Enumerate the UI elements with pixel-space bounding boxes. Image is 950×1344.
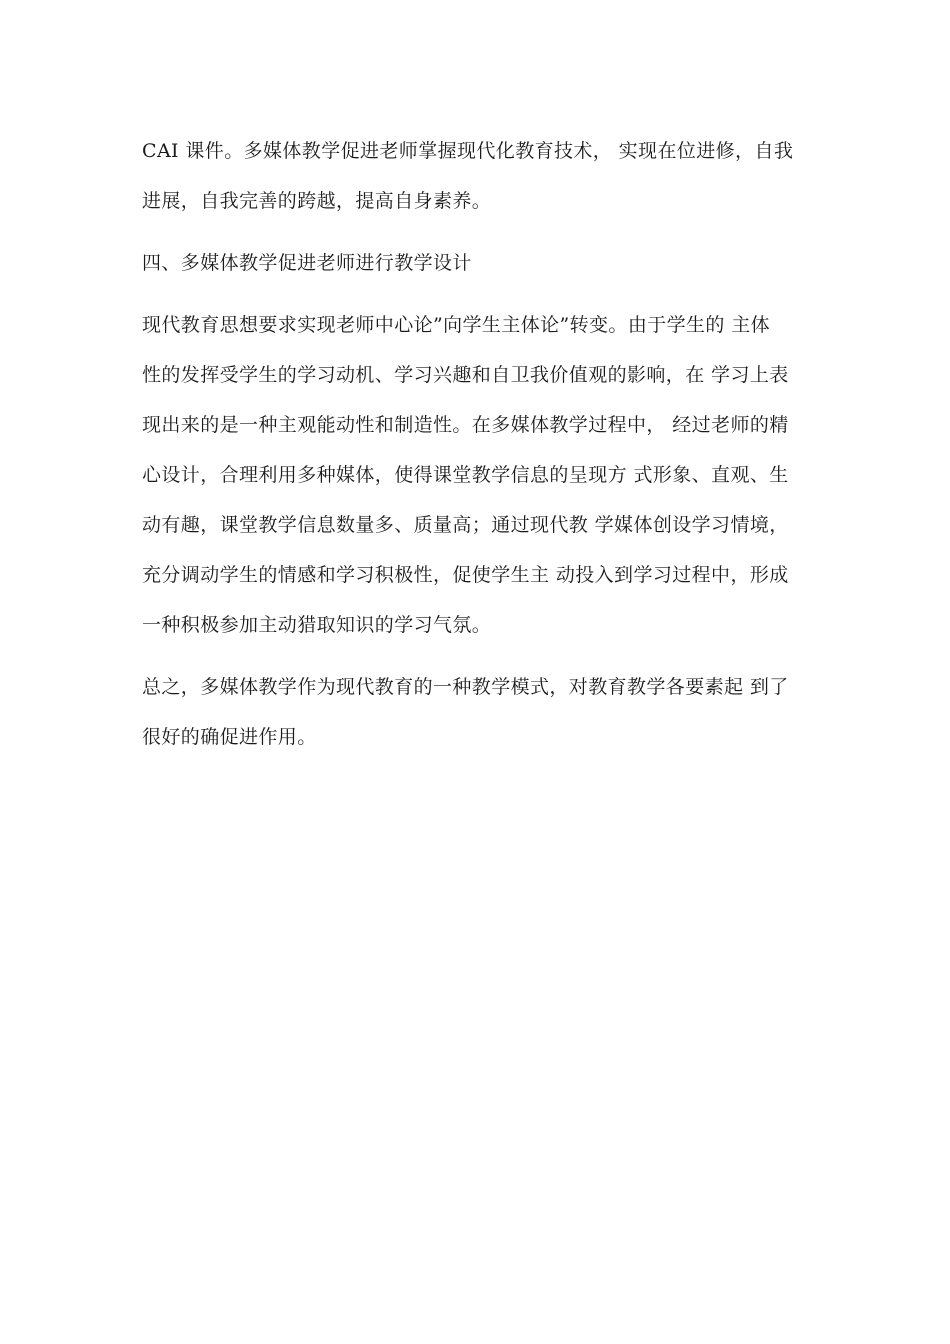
document-body xyxy=(142,126,832,762)
text-line: 现代教育思想要求实现老师中心论”向学生主体论”转变。由于学生的 主体 xyxy=(142,314,771,336)
paragraph-teaching-design xyxy=(142,300,832,650)
paragraph-conclusion xyxy=(142,662,832,762)
text-line: CAI 课件。多媒体教学促进老师掌握现代化教育技术， 实现在位进修，自我 xyxy=(142,140,794,162)
text-line: 一种积极参加主动猎取知识的学习气氛。 xyxy=(142,614,492,636)
text-line: 性的发挥受学生的学习动机、学习兴趣和自卫我价值观的影响，在 学习上表 xyxy=(142,364,789,386)
text-line: 总之，多媒体教学作为现代教育的一种教学模式，对教育教学各要素起 到了 xyxy=(142,676,789,698)
section-heading-text: 四、多媒体教学促进老师进行教学设计 xyxy=(142,252,472,274)
paragraph-cai-courseware xyxy=(142,126,832,226)
text-line: 现出来的是一种主观能动性和制造性。在多媒体教学过程中， 经过老师的精 xyxy=(142,414,789,436)
text-line: 动有趣，课堂教学信息数量多、质量高；通过现代教 学媒体创设学习情境， xyxy=(142,514,789,536)
text-line: 充分调动学生的情感和学习积极性，促使学生主 动投入到学习过程中，形成 xyxy=(142,564,789,586)
text-line: 进展，自我完善的跨越，提高自身素养。 xyxy=(142,190,492,212)
text-line: 很好的确促进作用。 xyxy=(142,726,317,748)
section-heading xyxy=(142,238,832,288)
text-line: 心设计，合理利用多种媒体，使得课堂教学信息的呈现方 式形象、直观、生 xyxy=(142,464,789,486)
